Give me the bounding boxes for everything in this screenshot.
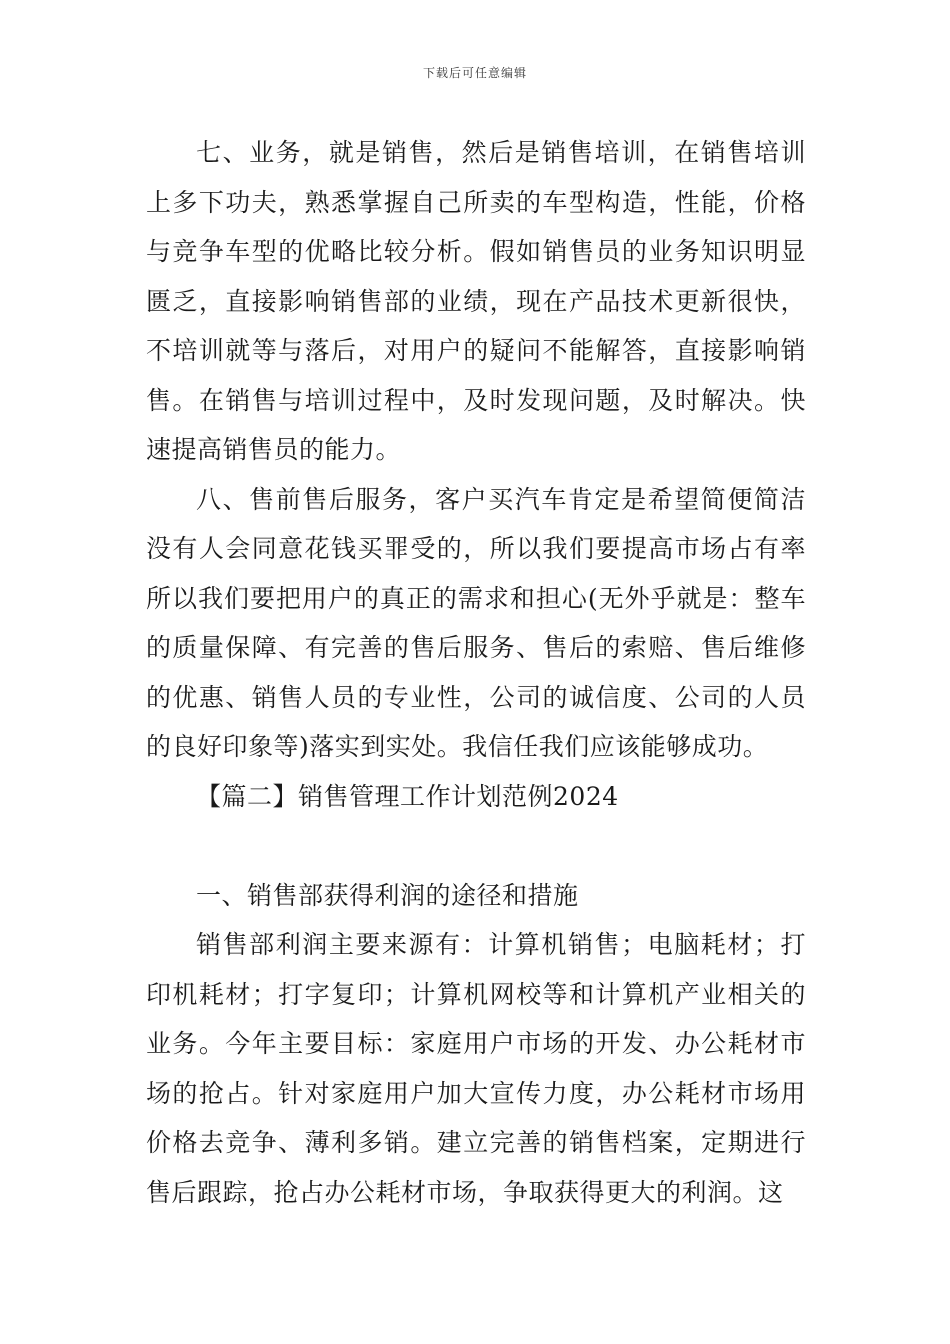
paragraph-profit-sources: 销售部利润主要来源有：计算机销售；电脑耗材；打印机耗材；打字复印；计算机网校等和计算机产业相关的业务。今年主要目标：家庭用户市场的开发、办公耗材市场的抢占。针对家庭用户加大宣传力度，办公耗材市场用价格去竞争、薄利多销。建立完善的销售档案，定期进行售后跟踪，抢占办公耗材市场，争取获得更大的利润。这 bbox=[146, 930, 806, 1207]
section-title: 【篇二】销售管理工作计划范例2024 bbox=[196, 781, 619, 811]
sub-heading: 一、销售部获得利润的途径和措施 bbox=[196, 880, 579, 910]
paragraph-business-training: 七、业务，就是销售，然后是销售培训，在销售培训上多下功夫，熟悉掌握自己所卖的车型构造，性能，价格与竞争车型的优略比较分析。假如销售员的业务知识明显匮乏，直接影响销售部的业绩，现在产品技术更新很快，不培训就等与落后，对用户的疑问不能解答，直接影响销售。在销售与培训过程中，及时发现问题，及时解决。快速提高销售员的能力。 bbox=[146, 138, 806, 464]
section-spacer bbox=[146, 821, 806, 871]
document-body bbox=[146, 128, 806, 1217]
page-header: 下载后可任意编辑 bbox=[422, 66, 527, 80]
paragraph-after-sales-service: 八、售前售后服务，客户买汽车肯定是希望简便简洁没有人会同意花钱买罪受的，所以我们要提高市场占有率所以我们要把用户的真正的需求和担心(无外乎就是：整车的质量保障、有完善的售后服务、售后的索赔、售后维修的优惠、销售人员的专业性，公司的诚信度、公司的人员的良好印象等)落实到实处。我信任我们应该能够成功。 bbox=[146, 484, 806, 761]
